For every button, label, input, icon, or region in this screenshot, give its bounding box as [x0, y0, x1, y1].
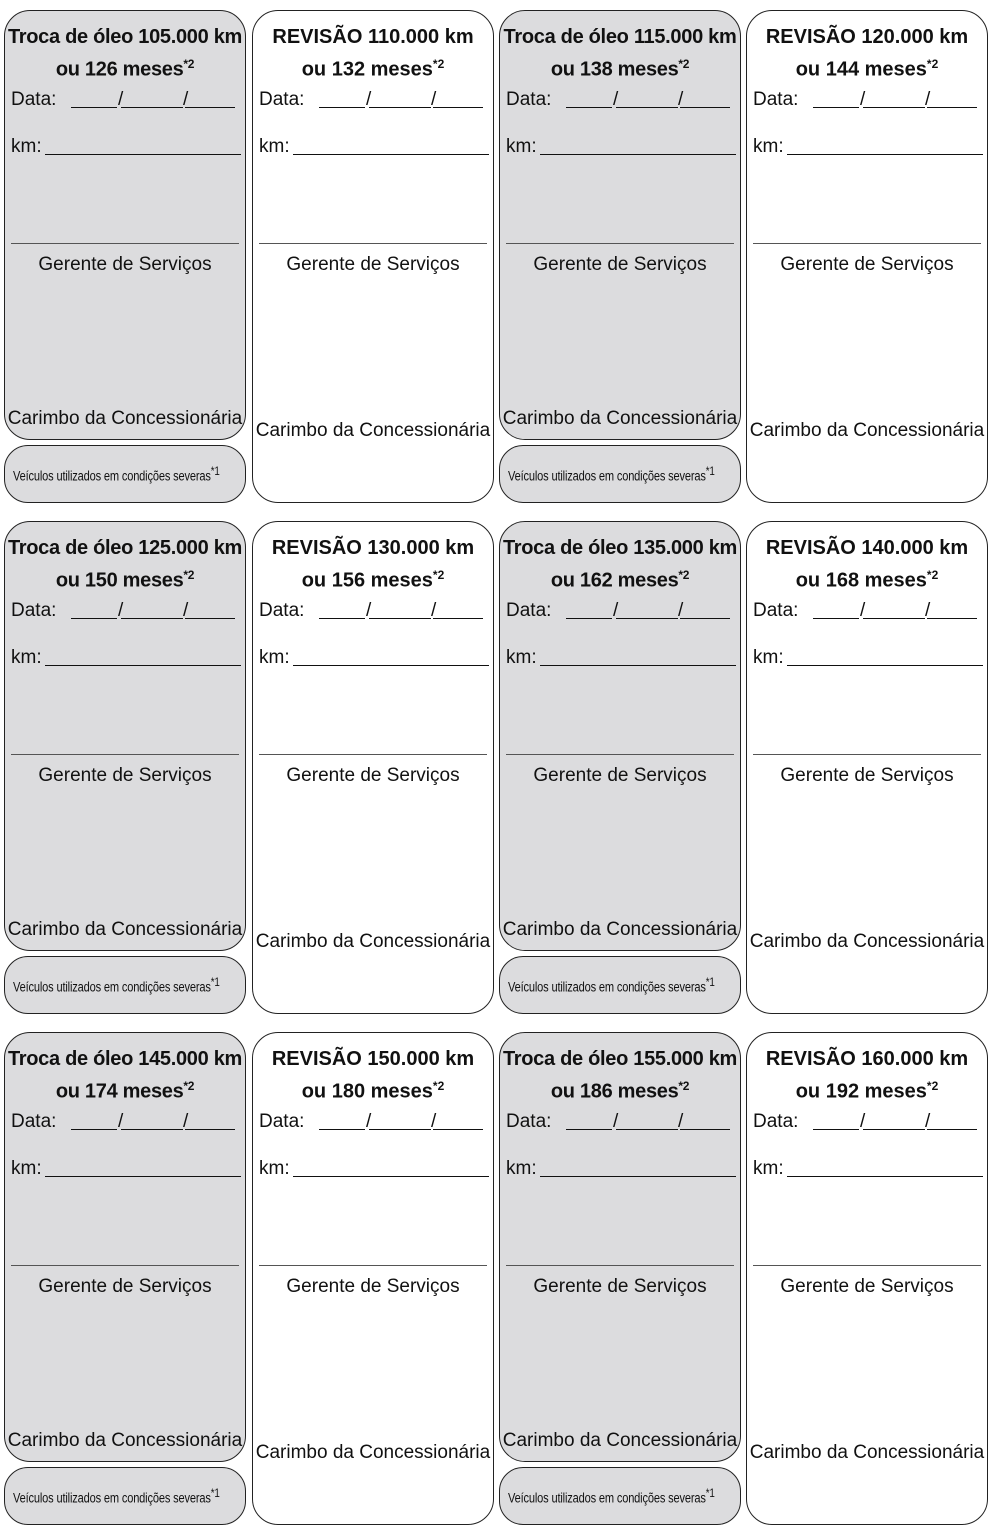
card-title-line2	[5, 51, 245, 84]
date-label: Data:	[506, 1111, 552, 1132]
date-field-3[interactable]	[433, 618, 483, 619]
date-field-1[interactable]	[566, 1129, 612, 1130]
card-months: ou 144 meses	[795, 58, 927, 81]
card-title-line2	[500, 51, 740, 84]
km-label: km:	[753, 1158, 784, 1179]
dealer-stamp-label: Carimbo da Concessionária	[749, 931, 985, 952]
manager-label: Gerente de Serviços	[286, 1276, 460, 1297]
km-field[interactable]	[540, 665, 736, 666]
date-field-1[interactable]	[566, 618, 612, 619]
card-title	[253, 535, 493, 595]
date-separator: /	[860, 600, 866, 621]
card-title	[500, 24, 740, 84]
date-separator: /	[860, 1111, 866, 1132]
card-title-line2	[500, 562, 740, 595]
date-label: Data:	[11, 600, 57, 621]
km-label: km:	[11, 136, 42, 157]
card-title-line1: REVISÃO 130.000 km	[271, 537, 475, 559]
manager-signature-line[interactable]	[506, 1265, 734, 1266]
footnote-mark-1: *1	[705, 1486, 715, 1500]
footnote-mark-2: *2	[678, 568, 690, 582]
date-separator: /	[183, 89, 189, 110]
manager-label: Gerente de Serviços	[286, 765, 460, 786]
km-label: km:	[753, 647, 784, 668]
date-separator: /	[431, 1111, 437, 1132]
date-separator: /	[431, 89, 437, 110]
severe-conditions-text	[508, 975, 715, 995]
date-label: Data:	[506, 600, 552, 621]
dealer-stamp-label: Carimbo da Concessionária	[255, 420, 491, 441]
manager-label: Gerente de Serviços	[38, 1276, 212, 1297]
km-label: km:	[506, 1158, 537, 1179]
manager-signature-line[interactable]	[259, 754, 487, 755]
footnote-mark-1: *1	[705, 464, 715, 478]
date-separator: /	[183, 600, 189, 621]
oil-change-card	[499, 10, 741, 440]
severe-conditions-note	[499, 1467, 741, 1525]
card-title-line1: Troca de óleo 125.000 km	[7, 537, 243, 559]
date-label: Data:	[259, 600, 305, 621]
card-title	[253, 24, 493, 84]
severe-conditions-label: Veículos utilizados em condições severas	[13, 979, 211, 995]
footnote-mark-2: *2	[432, 568, 445, 582]
date-field-2[interactable]	[121, 618, 183, 619]
severe-conditions-text	[508, 1486, 715, 1506]
date-field-2[interactable]	[616, 1129, 678, 1130]
dealer-stamp-label: Carimbo da Concessionária	[749, 420, 985, 441]
oil-change-card	[499, 1032, 741, 1462]
card-title	[747, 24, 987, 84]
card-months: ou 132 meses	[301, 58, 433, 81]
severe-conditions-note	[499, 445, 741, 503]
date-separator: /	[183, 1111, 189, 1132]
manager-label: Gerente de Serviços	[533, 765, 707, 786]
date-field-2[interactable]	[369, 107, 431, 108]
km-label: km:	[11, 1158, 42, 1179]
km-field[interactable]	[787, 665, 983, 666]
card-title-line1: Troca de óleo 135.000 km	[502, 537, 738, 559]
date-separator: /	[925, 89, 931, 110]
date-label: Data:	[259, 1111, 305, 1132]
severe-conditions-note	[499, 956, 741, 1014]
date-separator: /	[118, 1111, 124, 1132]
date-separator: /	[118, 600, 124, 621]
date-field-3[interactable]	[185, 1129, 235, 1130]
date-separator: /	[366, 600, 372, 621]
date-field-3[interactable]	[433, 1129, 483, 1130]
manager-label: Gerente de Serviços	[780, 254, 954, 275]
footnote-mark-1: *1	[210, 464, 220, 478]
km-label: km:	[259, 136, 290, 157]
severe-conditions-label: Veículos utilizados em condições severas	[13, 1490, 211, 1506]
date-field-1[interactable]	[813, 618, 859, 619]
dealer-stamp-label: Carimbo da Concessionária	[7, 1430, 243, 1451]
date-separator: /	[366, 89, 372, 110]
date-field-1[interactable]	[319, 618, 365, 619]
dealer-stamp-label: Carimbo da Concessionária	[7, 408, 243, 429]
date-field-3[interactable]	[680, 107, 730, 108]
date-field-2[interactable]	[863, 1129, 925, 1130]
date-field-1[interactable]	[71, 1129, 117, 1130]
km-field[interactable]	[45, 154, 241, 155]
manager-signature-line[interactable]	[259, 1265, 487, 1266]
card-title-line2	[5, 562, 245, 595]
card-months: ou 126 meses	[55, 58, 184, 81]
manager-label: Gerente de Serviços	[286, 254, 460, 275]
manager-signature-line[interactable]	[11, 243, 239, 244]
footnote-mark-2: *2	[926, 1079, 939, 1093]
card-title	[5, 24, 245, 84]
card-months: ou 186 meses	[550, 1080, 679, 1103]
manager-signature-line[interactable]	[11, 754, 239, 755]
manager-label: Gerente de Serviços	[780, 1276, 954, 1297]
card-title-line1: Troca de óleo 115.000 km	[503, 26, 737, 48]
dealer-stamp-label: Carimbo da Concessionária	[255, 931, 491, 952]
date-field-1[interactable]	[71, 618, 117, 619]
manager-label: Gerente de Serviços	[38, 254, 212, 275]
card-title-line1: REVISÃO 150.000 km	[271, 1048, 475, 1070]
footnote-mark-2: *2	[926, 568, 939, 582]
card-months: ou 138 meses	[550, 58, 679, 81]
date-separator: /	[678, 600, 684, 621]
km-label: km:	[753, 136, 784, 157]
date-field-1[interactable]	[319, 1129, 365, 1130]
card-months: ou 162 meses	[550, 569, 679, 592]
oil-change-card	[4, 10, 246, 440]
severe-conditions-note	[4, 1467, 246, 1525]
card-title-line1: REVISÃO 120.000 km	[765, 26, 969, 48]
date-field-2[interactable]	[121, 1129, 183, 1130]
km-field[interactable]	[540, 1176, 736, 1177]
km-field[interactable]	[787, 154, 983, 155]
manager-signature-line[interactable]	[753, 1265, 981, 1266]
date-field-3[interactable]	[927, 618, 977, 619]
card-title-line2	[500, 1073, 740, 1106]
revision-card	[252, 521, 494, 1014]
revision-card	[746, 10, 988, 503]
date-label: Data:	[11, 89, 57, 110]
date-field-1[interactable]	[71, 107, 117, 108]
card-months: ou 192 meses	[795, 1080, 927, 1103]
date-field-3[interactable]	[680, 1129, 730, 1130]
card-title	[500, 1046, 740, 1106]
date-label: Data:	[11, 1111, 57, 1132]
dealer-stamp-label: Carimbo da Concessionária	[502, 919, 738, 940]
date-separator: /	[925, 1111, 931, 1132]
date-field-3[interactable]	[680, 618, 730, 619]
km-field[interactable]	[787, 1176, 983, 1177]
dealer-stamp-label: Carimbo da Concessionária	[502, 408, 738, 429]
severe-conditions-label: Veículos utilizados em condições severas	[508, 468, 706, 484]
footnote-mark-2: *2	[432, 57, 445, 71]
dealer-stamp-label: Carimbo da Concessionária	[255, 1442, 491, 1463]
footnote-mark-2: *2	[183, 568, 195, 582]
date-field-3[interactable]	[927, 107, 977, 108]
revision-card	[746, 521, 988, 1014]
date-field-3[interactable]	[927, 1129, 977, 1130]
footnote-mark-2: *2	[678, 1079, 690, 1093]
card-months: ou 174 meses	[55, 1080, 184, 1103]
severe-conditions-label: Veículos utilizados em condições severas	[508, 1490, 706, 1506]
date-field-2[interactable]	[863, 107, 925, 108]
footnote-mark-1: *1	[210, 1486, 220, 1500]
date-field-2[interactable]	[369, 1129, 431, 1130]
card-title-line2	[747, 1073, 987, 1106]
card-title-line2	[747, 562, 987, 595]
date-separator: /	[118, 89, 124, 110]
card-title	[747, 1046, 987, 1106]
revision-card	[746, 1032, 988, 1525]
date-separator: /	[925, 600, 931, 621]
date-field-3[interactable]	[433, 107, 483, 108]
severe-conditions-label: Veículos utilizados em condições severas	[508, 979, 706, 995]
oil-change-card	[4, 521, 246, 951]
dealer-stamp-label: Carimbo da Concessionária	[7, 919, 243, 940]
revision-card	[252, 1032, 494, 1525]
date-field-2[interactable]	[121, 107, 183, 108]
manager-label: Gerente de Serviços	[780, 765, 954, 786]
date-separator: /	[613, 600, 619, 621]
date-label: Data:	[506, 89, 552, 110]
card-title	[500, 535, 740, 595]
footnote-mark-2: *2	[926, 57, 939, 71]
card-title-line2	[253, 51, 493, 84]
footnote-mark-1: *1	[210, 975, 220, 989]
km-field[interactable]	[540, 154, 736, 155]
dealer-stamp-label: Carimbo da Concessionária	[502, 1430, 738, 1451]
km-field[interactable]	[293, 1176, 489, 1177]
date-label: Data:	[753, 1111, 799, 1132]
date-field-3[interactable]	[185, 107, 235, 108]
dealer-stamp-label: Carimbo da Concessionária	[749, 1442, 985, 1463]
km-field[interactable]	[45, 1176, 241, 1177]
severe-conditions-text	[13, 464, 220, 484]
card-title-line1: Troca de óleo 145.000 km	[7, 1048, 243, 1070]
date-field-1[interactable]	[319, 107, 365, 108]
km-label: km:	[259, 1158, 290, 1179]
km-field[interactable]	[293, 665, 489, 666]
severe-conditions-note	[4, 956, 246, 1014]
manager-label: Gerente de Serviços	[533, 254, 707, 275]
manager-label: Gerente de Serviços	[533, 1276, 707, 1297]
card-title	[5, 1046, 245, 1106]
km-label: km:	[506, 136, 537, 157]
km-field[interactable]	[45, 665, 241, 666]
card-title-line2	[253, 1073, 493, 1106]
card-months: ou 168 meses	[795, 569, 927, 592]
card-title-line1: REVISÃO 110.000 km	[272, 26, 474, 48]
date-field-2[interactable]	[616, 618, 678, 619]
date-separator: /	[860, 89, 866, 110]
card-title	[5, 535, 245, 595]
severe-conditions-text	[13, 975, 220, 995]
manager-signature-line[interactable]	[753, 754, 981, 755]
oil-change-card	[4, 1032, 246, 1462]
date-separator: /	[366, 1111, 372, 1132]
date-field-2[interactable]	[863, 618, 925, 619]
manager-signature-line[interactable]	[259, 243, 487, 244]
date-field-2[interactable]	[369, 618, 431, 619]
date-field-2[interactable]	[616, 107, 678, 108]
manager-signature-line[interactable]	[506, 754, 734, 755]
date-separator: /	[678, 1111, 684, 1132]
manager-label: Gerente de Serviços	[38, 765, 212, 786]
footnote-mark-1: *1	[705, 975, 715, 989]
date-field-1[interactable]	[566, 107, 612, 108]
date-separator: /	[613, 89, 619, 110]
card-title-line1: Troca de óleo 155.000 km	[502, 1048, 738, 1070]
km-label: km:	[259, 647, 290, 668]
manager-signature-line[interactable]	[753, 243, 981, 244]
severe-conditions-note	[4, 445, 246, 503]
date-label: Data:	[753, 600, 799, 621]
date-label: Data:	[259, 89, 305, 110]
date-field-3[interactable]	[185, 618, 235, 619]
card-title-line2	[5, 1073, 245, 1106]
card-title-line1: REVISÃO 140.000 km	[765, 537, 969, 559]
footnote-mark-2: *2	[183, 1079, 195, 1093]
footnote-mark-2: *2	[183, 57, 195, 71]
km-field[interactable]	[293, 154, 489, 155]
card-title-line2	[253, 562, 493, 595]
date-separator: /	[431, 600, 437, 621]
footnote-mark-2: *2	[678, 57, 690, 71]
card-title-line1: Troca de óleo 105.000 km	[7, 26, 243, 48]
date-label: Data:	[753, 89, 799, 110]
card-months: ou 180 meses	[301, 1080, 433, 1103]
manager-signature-line[interactable]	[506, 243, 734, 244]
card-title-line1: REVISÃO 160.000 km	[765, 1048, 969, 1070]
date-separator: /	[678, 89, 684, 110]
date-separator: /	[613, 1111, 619, 1132]
severe-conditions-text	[13, 1486, 220, 1506]
severe-conditions-label: Veículos utilizados em condições severas	[13, 468, 211, 484]
revision-card	[252, 10, 494, 503]
km-label: km:	[506, 647, 537, 668]
severe-conditions-text	[508, 464, 715, 484]
card-months: ou 150 meses	[55, 569, 184, 592]
date-field-1[interactable]	[813, 107, 859, 108]
card-title	[747, 535, 987, 595]
manager-signature-line[interactable]	[11, 1265, 239, 1266]
footnote-mark-2: *2	[432, 1079, 445, 1093]
km-label: km:	[11, 647, 42, 668]
card-months: ou 156 meses	[301, 569, 433, 592]
card-title-line2	[747, 51, 987, 84]
date-field-1[interactable]	[813, 1129, 859, 1130]
oil-change-card	[499, 521, 741, 951]
card-title	[253, 1046, 493, 1106]
